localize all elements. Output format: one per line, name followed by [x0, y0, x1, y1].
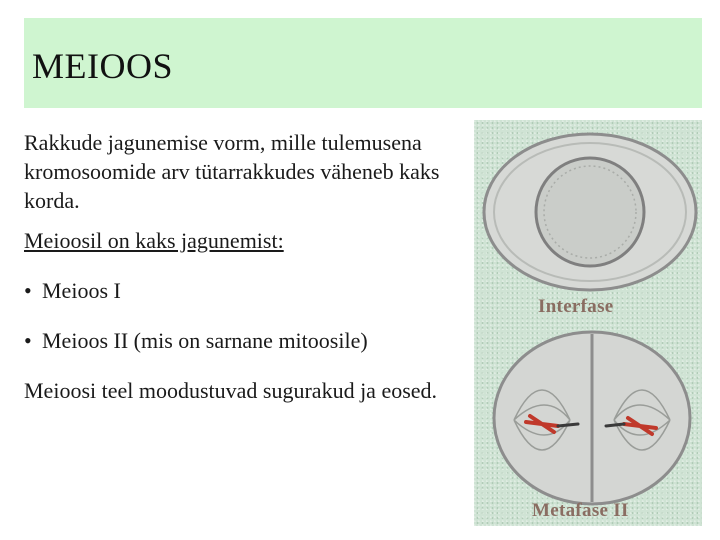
bullet-item	[24, 326, 464, 376]
definition-text: Rakkude jagunemise vorm, mille tulemusena kromosoomide arv tütarrakkudes väheneb kaks korda.	[24, 130, 440, 213]
closing-text: Meioosi teel moodustuvad sugurakud ja eosed.	[24, 378, 438, 403]
intro-text: Meioosil on kaks jagunemist:	[24, 228, 284, 253]
bullet-text: Meioos II (mis on sarnane mitoosile)	[42, 328, 368, 353]
bullet-marker: •	[24, 278, 32, 303]
title-band	[24, 18, 702, 108]
interphase-cell	[484, 134, 696, 290]
bullet-text: Meioos I	[42, 278, 121, 303]
interphase-label: Interfase	[538, 296, 614, 317]
cell-illustrations	[474, 120, 702, 526]
bullet-item	[24, 276, 464, 326]
slide-body	[24, 128, 464, 405]
bullet-marker: •	[24, 328, 32, 353]
nucleus	[536, 158, 644, 266]
metaphase-label: Metafase II	[532, 500, 629, 521]
cell-division-figure	[474, 120, 702, 526]
page-title: MEIOOS	[32, 46, 174, 86]
metaphase-ii-cells	[494, 332, 690, 504]
